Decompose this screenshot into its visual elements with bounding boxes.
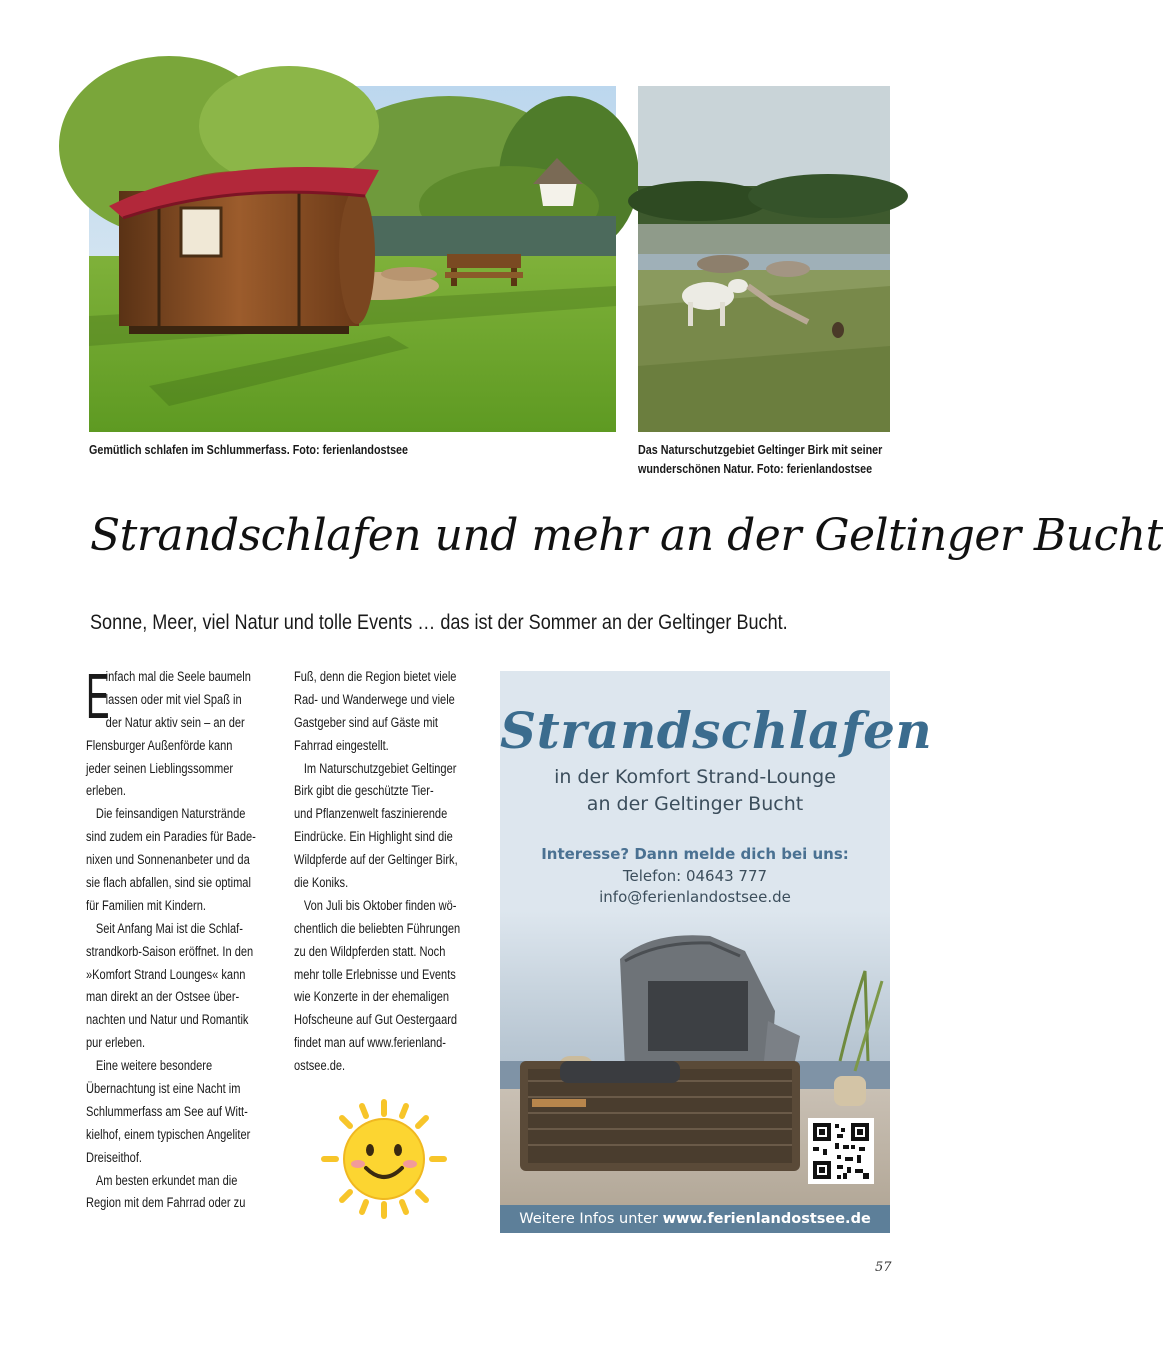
left-photo-caption: Gemütlich schlafen im Schlummerfass. Foto: ferienlandostsee — [89, 443, 409, 457]
text-line: Hofscheune auf Gut Oestergaard — [294, 1012, 458, 1028]
smiling-sun-icon — [318, 1098, 450, 1220]
text-line: Eine weitere besondere — [95, 1058, 213, 1074]
ad-footer-bar — [500, 1205, 890, 1233]
strandschlafen-ad — [500, 671, 933, 1233]
text-line: man direkt an der Ostsee über- — [86, 989, 240, 1005]
text-line: nachten und Natur und Romantik — [86, 1012, 249, 1028]
text-line: zu den Wildpferden statt. Noch — [294, 943, 446, 959]
text-line: chentlich die beliebten Führungen — [294, 920, 461, 936]
ad-subline-2: an der Geltinger Bucht — [586, 793, 804, 815]
text-line: Flensburger Außenförde kann — [86, 737, 233, 753]
ad-subline-1: in der Komfort Strand-Lounge — [554, 766, 836, 788]
article-title: Strandschlafen und mehr an der Geltinger Bucht — [90, 510, 1163, 561]
text-line: Die feinsandigen Naturstrände — [95, 806, 246, 822]
text-line: sie flach abfallen, sind sie optimal — [86, 875, 251, 891]
text-line: Eindrücke. Ein Highlight sind die — [294, 829, 453, 845]
text-line: Seit Anfang Mai ist die Schlaf- — [95, 920, 243, 936]
text-line: Schlummerfass am See auf Witt- — [86, 1103, 248, 1119]
text-line: lassen oder mit viel Spaß in — [105, 691, 242, 707]
right-photo-caption-line1: Das Naturschutzgebiet Geltinger Birk mit seiner — [638, 443, 883, 457]
nature-reserve-photo — [638, 86, 890, 432]
text-line: Von Juli bis Oktober finden wö- — [303, 897, 457, 913]
ad-footer-prefix: Weitere Infos unter — [519, 1211, 663, 1227]
text-column-1 — [86, 660, 276, 1215]
text-line: Gastgeber sind auf Gäste mit — [294, 714, 438, 730]
text-line: »Komfort Strand Lounges« kann — [86, 966, 246, 982]
text-line: die Koniks. — [294, 875, 349, 891]
text-line: Am besten erkundet man die — [95, 1172, 238, 1188]
text-line: nixen und Sonnenanbeter und da — [86, 852, 250, 868]
ad-headline: Strandschlafen — [500, 701, 933, 760]
text-line: Im Naturschutzgebiet Geltinger — [303, 760, 457, 776]
text-line: Region mit dem Fahrrad oder zu — [86, 1195, 246, 1211]
text-line: kielhof, einem typischen Angeliter — [86, 1126, 251, 1142]
drop-cap: E — [86, 660, 110, 732]
text-line: Birk gibt die geschützte Tier- — [294, 783, 434, 799]
text-line: Dreiseithof. — [86, 1149, 142, 1165]
text-line: wie Konzerte in der ehemaligen — [294, 989, 450, 1005]
right-photo-caption-line2: wunderschönen Natur. Foto: ferienlandostsee — [638, 462, 873, 476]
text-line: strandkorb-Saison eröffnet. In den — [86, 943, 254, 959]
text-line: Fuß, denn die Region bietet viele — [294, 669, 457, 684]
text-line: pur erleben. — [86, 1035, 146, 1051]
ad-phone: Telefon: 04643 777 — [622, 867, 768, 885]
text-line: infach mal die Seele baumeln — [105, 669, 251, 684]
ad-contact-heading: Interesse? Dann melde dich bei uns: — [541, 845, 849, 863]
text-line: Übernachtung ist eine Nacht im — [86, 1081, 241, 1097]
text-line: Fahrrad eingestellt. — [294, 737, 389, 753]
text-line: erleben. — [86, 783, 127, 799]
text-line: und Pflanzenwelt faszinierende — [294, 806, 448, 822]
text-line: mehr tolle Erlebnisse und Events — [294, 966, 456, 982]
text-line: sind zudem ein Paradies für Bade- — [86, 829, 256, 845]
text-line: Wildpferde auf der Geltinger Birk, — [294, 852, 458, 868]
page-number: 57 — [875, 1260, 892, 1275]
text-line: findet man auf www.ferienland- — [294, 1035, 446, 1051]
text-line: Rad- und Wanderwege und viele — [294, 691, 455, 707]
ad-footer-url[interactable]: www.ferienlandostsee.de — [662, 1211, 871, 1227]
ad-email[interactable]: info@ferienlandostsee.de — [599, 888, 791, 906]
text-line: der Natur aktiv sein – an der — [105, 714, 245, 730]
text-column-2 — [294, 666, 484, 1078]
article-lead: Sonne, Meer, viel Natur und tolle Events … das ist der Sommer an der Geltinger Bucht. — [90, 611, 788, 634]
text-line: für Familien mit Kindern. — [86, 897, 206, 913]
barrel-hut-photo — [89, 86, 616, 432]
text-line: ostsee.de. — [294, 1058, 346, 1074]
beach-lounge-photo — [500, 911, 890, 1205]
text-line: jeder seinen Lieblingssommer — [86, 760, 234, 776]
